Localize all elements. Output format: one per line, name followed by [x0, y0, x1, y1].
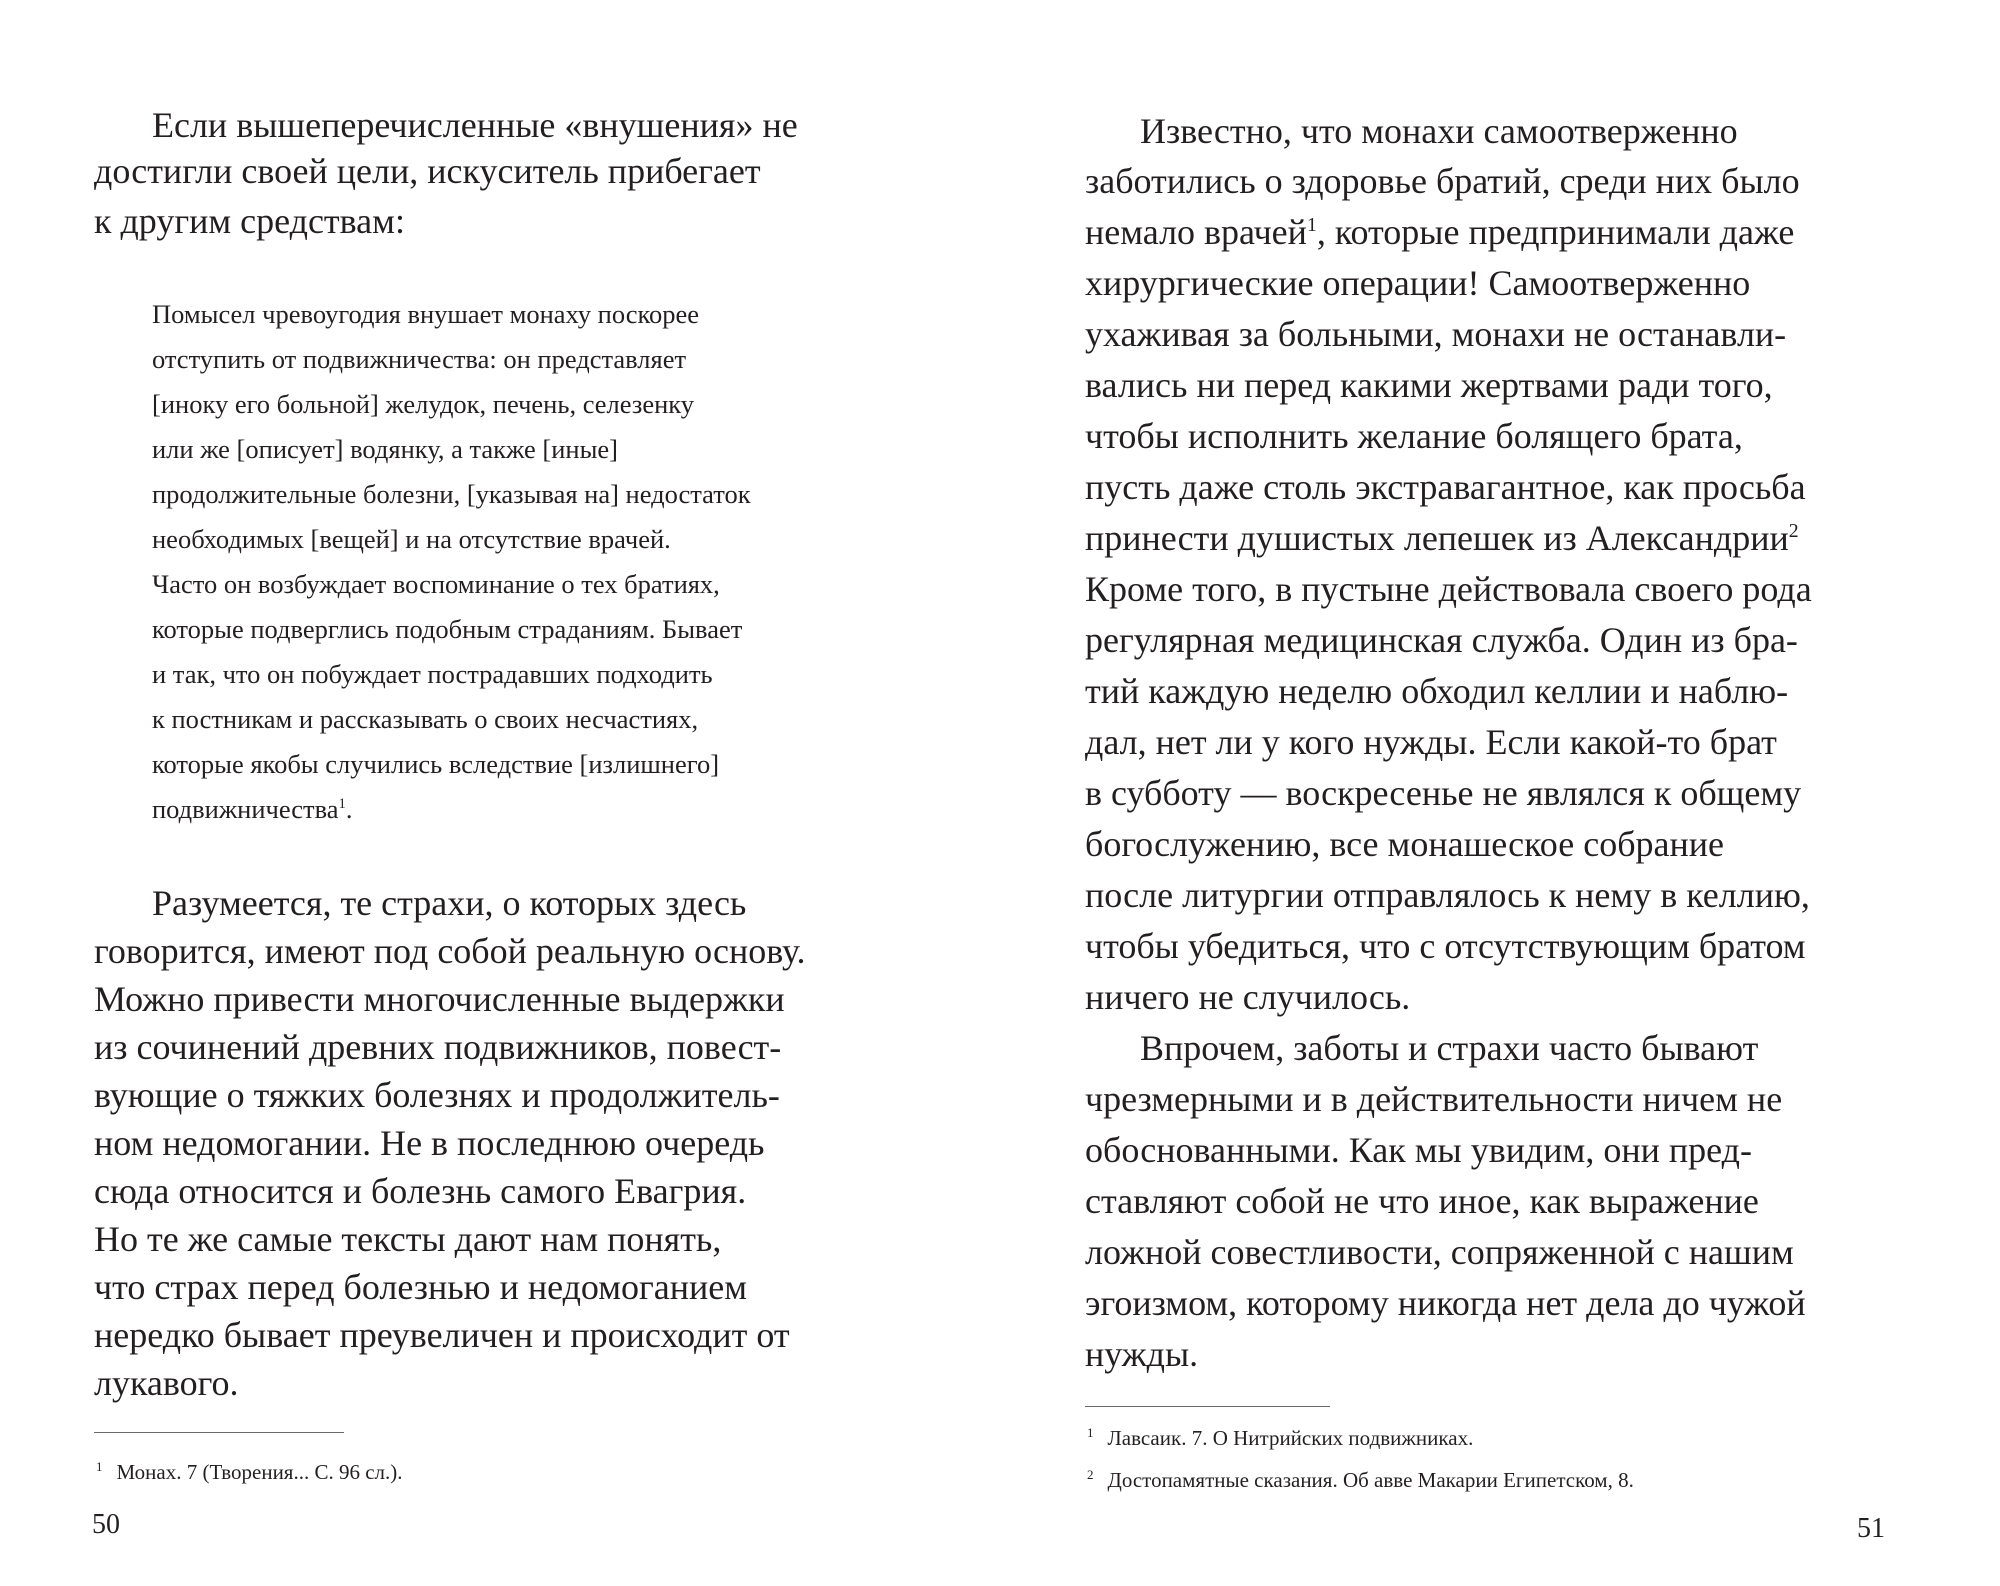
body-line: тий каждую неделю обходил келлии и наблю- — [1085, 671, 1789, 711]
body-line: Впрочем, заботы и страхи часто бывают — [1140, 1028, 1759, 1068]
body-line: ухаживая за больными, монахи не останавли- — [1085, 314, 1787, 354]
quote-line: подвижничества$^1$. — [152, 794, 353, 824]
footnote — [1087, 1418, 1473, 1453]
body-line: из сочинений древних подвижников, повест- — [94, 1027, 782, 1067]
footnote — [1087, 1460, 1634, 1495]
body-line: сюда относится и болезнь самого Евагрия. — [94, 1171, 747, 1211]
body-line: чрезмерными и в действительности ничем не — [1085, 1079, 1783, 1119]
footnote-mark: 1 — [96, 1459, 103, 1474]
intro-line: к другим средствам: — [94, 201, 405, 241]
quote-line: которые якобы случились вследствие [излишнего] — [152, 749, 720, 779]
body-line: говорится, имеют под собой реальную основу. — [94, 931, 806, 971]
body-line — [1085, 513, 1799, 563]
body-line: Но те же самые тексты дают нам понять, — [94, 1219, 722, 1259]
footnote-rule — [1085, 1406, 1330, 1407]
footnote-mark: 1 — [1087, 1425, 1094, 1440]
footnote-ref: 1 — [1306, 214, 1317, 236]
quote-line: необходимых [вещей] и на отсутствие врачей. — [152, 524, 671, 554]
body-line: чтобы убедиться, что с отсутствующим братом — [1085, 926, 1806, 966]
right-page — [1085, 0, 1915, 1586]
body-line: вующие о тяжких болезнях и продолжитель- — [94, 1075, 780, 1115]
body-line: заботились о здоровье братий, среди них было — [1085, 161, 1800, 201]
body-line: хирургические операции! Самоотверженно — [1085, 263, 1751, 303]
body-text: принести душистых лепешек из Александрии — [1085, 518, 1789, 558]
body-line: Кроме того, в пустыне действовала своего рода — [1085, 569, 1812, 609]
body-line: ничего не случилось. — [1085, 977, 1411, 1017]
quote-line: или же [описует] водянку, а также [иные] — [152, 434, 618, 464]
body-line: Разумеется, те страхи, о которых здесь — [152, 883, 747, 923]
footnote — [96, 1452, 403, 1487]
body-line: богослужению, все монашеское собрание — [1085, 824, 1724, 864]
body-line: обоснованными. Как мы увидим, они пред- — [1085, 1130, 1752, 1170]
footnote-text: Лавсаик. 7. О Нитрийских подвижниках. — [1107, 1426, 1474, 1450]
quote-line: отступить от подвижничества: он представляет — [152, 344, 687, 374]
body-text: немало врачей — [1085, 212, 1307, 252]
body-line: Известно, что монахи самоотверженно — [1140, 111, 1738, 151]
footnote-mark: 2 — [1087, 1467, 1094, 1482]
body-line: нужды. — [1085, 1334, 1199, 1374]
quote-line: [иноку его больной] желудок, печень, селезенку — [152, 389, 695, 419]
body-line: чтобы исполнить желание болящего брата, — [1085, 416, 1743, 456]
body-line: дал, нет ли у кого нужды. Если какой-то брат — [1085, 722, 1777, 762]
body-line: регулярная медицинская служба. Один из бра- — [1085, 620, 1798, 660]
quote-line: которые подверглись подобным страданиям. Бывает — [152, 614, 743, 644]
body-line: ложной совестливости, сопряженной с нашим — [1085, 1232, 1794, 1272]
body-line: в субботу — воскресенье не являлся к общему — [1085, 773, 1802, 813]
footnote-rule — [94, 1432, 344, 1433]
footnote-ref: 1 — [338, 796, 346, 813]
page-number: 51 — [1857, 1513, 1885, 1544]
intro-line: достигли своей цели, искуситель прибегает — [94, 151, 761, 191]
quote-line: Помысел чревоугодия внушает монаху поскорее — [152, 299, 700, 329]
page-number: 50 — [92, 1509, 120, 1540]
body-line: после литургии отправлялось к нему в келлию, — [1085, 875, 1810, 915]
body-line: ставляют собой не что иное, как выражение — [1085, 1181, 1759, 1221]
body-line: вались ни перед какими жертвами ради того, — [1085, 365, 1773, 405]
body-text: , которые предпринимали даже — [1316, 212, 1795, 252]
footnote-text: Монах. 7 (Творения... С. 96 сл.). — [116, 1460, 403, 1484]
body-line: эгоизмом, которому никогда нет дела до чужой — [1085, 1283, 1806, 1323]
body-line: ном недомогании. Не в последнюю очередь — [94, 1123, 765, 1163]
body-line: нередко бывает преувеличен и происходит от — [94, 1315, 790, 1355]
body-line: что страх перед болезнью и недомоганием — [94, 1267, 748, 1307]
body-line — [1085, 207, 1794, 257]
quote-line: продолжительные болезни, [указывая на] недостаток — [152, 479, 751, 509]
footnote-ref: 2 — [1788, 520, 1799, 542]
body-line: пусть даже столь экстравагантное, как просьба — [1085, 467, 1806, 507]
body-line: лукавого. — [94, 1363, 239, 1403]
left-page — [90, 0, 920, 1586]
intro-line: Если вышеперечисленные «внушения» не — [152, 105, 798, 145]
body-line: Можно привести многочисленные выдержки — [94, 979, 785, 1019]
quote-line: Часто он возбуждает воспоминание о тех братиях, — [152, 569, 720, 599]
quote-line: к постникам и рассказывать о своих несчастиях, — [152, 704, 699, 734]
quote-text: подвижничества — [152, 794, 339, 824]
quote-line: и так, что он побуждает пострадавших подходить — [152, 659, 713, 689]
footnote-text: Достопамятные сказания. Об авве Макарии Египетском, 8. — [1107, 1468, 1634, 1492]
